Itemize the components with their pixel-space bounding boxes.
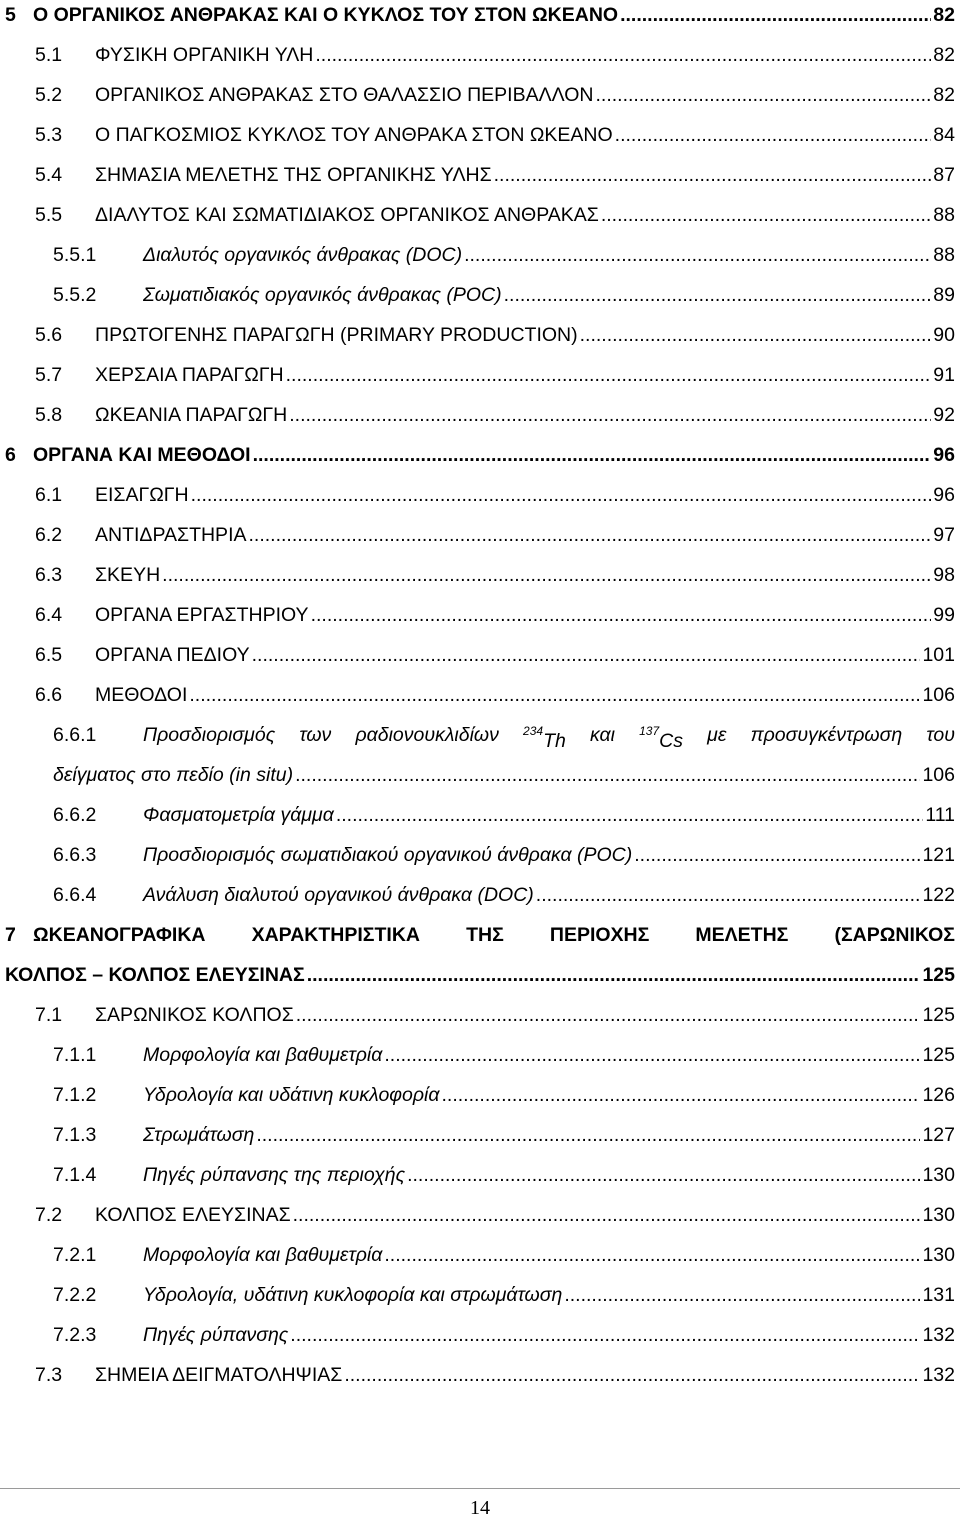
toc-entry[interactable] (0, 203, 960, 243)
toc-entry-title: ΧΕΡΣΑΙΑ ΠΑΡΑΓΩΓΗ (95, 364, 284, 386)
toc-entry-page: 125 (922, 964, 955, 986)
toc-entry-page: 88 (933, 244, 955, 266)
toc-entry[interactable] (0, 1043, 960, 1083)
toc-entry-title-line1 (33, 923, 955, 947)
isotope-symbol: Th (543, 729, 566, 752)
toc-entry[interactable] (0, 603, 960, 643)
dot-leader (384, 1243, 920, 1267)
toc-entry-number: 6.5 (35, 644, 63, 666)
toc-entry-number: 5.5.2 (53, 284, 97, 306)
dot-leader (504, 283, 932, 307)
toc-entry-number: 6.6.3 (53, 844, 97, 866)
toc-entry-title: Πηγές ρύπανσης (143, 1324, 289, 1346)
toc-entry-number: 5.1 (35, 44, 63, 66)
toc-entry-number: 7.1.1 (53, 1044, 97, 1066)
toc-entry[interactable] (0, 1283, 960, 1323)
toc-entry-page: 82 (933, 44, 955, 66)
toc-entry-title: ΩΚΕΑΝΙΑ ΠΑΡΑΓΩΓΗ (95, 404, 288, 426)
footer-divider (0, 1488, 960, 1489)
toc-entry-page: 125 (922, 1004, 955, 1026)
toc-entry-page: 101 (922, 644, 955, 666)
toc-entry-title: Ανάλυση διαλυτού οργανικού άνθρακα (DOC) (143, 884, 534, 906)
toc-entry[interactable] (0, 323, 960, 363)
toc-entry-page: 84 (933, 124, 955, 146)
dot-leader (191, 483, 932, 507)
toc-entry-page: 90 (933, 324, 955, 346)
toc-entry-number: 5.4 (35, 164, 63, 186)
toc-title-word: ΩΚΕΑΝΟΓΡΑΦΙΚΑ (33, 924, 206, 946)
toc-entry-number: 5.5.1 (53, 244, 97, 266)
toc-entry-title-line1 (143, 723, 955, 753)
toc-entry[interactable] (0, 363, 960, 403)
toc-entry-page: 106 (922, 684, 955, 706)
toc-entry-number: 5.3 (35, 124, 63, 146)
toc-title-word: ΤΗΣ (466, 924, 504, 946)
dot-leader (286, 363, 932, 387)
toc-entry-number: 7.2 (35, 1204, 63, 1226)
dot-leader (344, 1363, 920, 1387)
toc-entry-number: 6.6 (35, 684, 63, 706)
dot-leader (336, 803, 924, 827)
toc-title-word: (ΣΑΡΩΝΙΚΟΣ (834, 924, 955, 946)
toc-entry-title: ΟΡΓΑΝΑ ΠΕΔΙΟΥ (95, 644, 250, 666)
toc-entry-title: Ο ΟΡΓΑΝΙΚΟΣ ΑΝΘΡΑΚΑΣ ΚΑΙ Ο ΚΥΚΛΟΣ ΤΟΥ ΣΤΟΝ ΩΚΕΑΝΟ (33, 4, 619, 26)
toc-entry-page: 132 (922, 1324, 955, 1346)
toc-entry-page: 96 (933, 444, 955, 466)
toc-title-word: με (707, 724, 727, 746)
toc-entry-page: 91 (933, 364, 955, 386)
dot-leader (289, 403, 931, 427)
dot-leader (580, 323, 932, 347)
toc-title-word: και (589, 724, 615, 746)
dot-leader (564, 1283, 920, 1307)
toc-entry-title: Σωματιδιακός οργανικός άνθρακας (POC) (143, 284, 502, 306)
toc-entry-number: 7.3 (35, 1364, 63, 1386)
toc-entry-title: ΑΝΤΙΔΡΑΣΤΗΡΙΑ (95, 524, 247, 546)
toc-entry-number: 5.6 (35, 324, 63, 346)
toc-entry[interactable] (0, 243, 960, 283)
toc-entry-page: 121 (922, 844, 955, 866)
toc-entry-title: ΜΕΘΟΔΟΙ (95, 684, 188, 706)
toc-entry-number: 7.2.2 (53, 1284, 97, 1306)
toc-entry[interactable] (0, 1203, 960, 1243)
dot-leader (290, 1323, 920, 1347)
dot-leader (253, 443, 932, 467)
toc-entry-title: Υδρολογία και υδάτινη κυκλοφορία (143, 1084, 440, 1106)
toc-entry-title: ΠΡΩΤΟΓΕΝΗΣ ΠΑΡΑΓΩΓΗ (PRIMARY PRODUCTION) (95, 324, 578, 346)
toc-entry[interactable] (0, 1123, 960, 1163)
toc-entry-number: 5.7 (35, 364, 63, 386)
toc-entry-title: ΦΥΣΙΚΗ ΟΡΓΑΝΙΚΗ ΥΛΗ (95, 44, 314, 66)
toc-entry[interactable] (0, 3, 960, 43)
toc-entry[interactable] (0, 43, 960, 83)
toc-entry-number: 7.1.3 (53, 1124, 97, 1146)
toc-entry-number: 6.1 (35, 484, 63, 506)
toc-entry[interactable] (0, 1363, 960, 1403)
toc-entry[interactable] (0, 83, 960, 123)
dot-leader (315, 43, 931, 67)
toc-entry[interactable] (0, 163, 960, 203)
toc-entry-page: 130 (922, 1204, 955, 1226)
toc-entry-title: ΚΟΛΠΟΣ ΕΛΕΥΣΙΝΑΣ (95, 1204, 291, 1226)
dot-leader (252, 643, 921, 667)
toc-entry[interactable] (0, 683, 960, 723)
dot-leader (189, 683, 920, 707)
dot-leader (293, 1203, 921, 1227)
toc-entry-title: Υδρολογία, υδάτινη κυκλοφορία και στρωμάτωση (143, 1284, 563, 1306)
isotope-mass-number: 234 (523, 724, 544, 738)
toc-title-word (523, 723, 566, 753)
toc-entry-page: 88 (933, 204, 955, 226)
toc-entry[interactable] (0, 283, 960, 323)
toc-entry-title: ΟΡΓΑΝΑ ΚΑΙ ΜΕΘΟΔΟΙ (33, 444, 251, 466)
toc-entry-number: 6.2 (35, 524, 63, 546)
toc-entry-number: 6 (5, 444, 16, 466)
toc-entry[interactable] (0, 443, 960, 483)
toc-entry[interactable] (0, 643, 960, 683)
toc-entry-page: 130 (922, 1164, 955, 1186)
dot-leader (307, 963, 921, 987)
toc-entry-title: ΟΡΓΑΝΑ ΕΡΓΑΣΤΗΡΙΟΥ (95, 604, 309, 626)
toc-entry-page: 127 (922, 1124, 955, 1146)
toc-entry-title: Φασματομετρία γάμμα (143, 804, 334, 826)
toc-title-word: Προσδιορισμός (143, 724, 276, 746)
toc-entry-title: Ο ΠΑΓΚΟΣΜΙΟΣ ΚΥΚΛΟΣ ΤΟΥ ΑΝΘΡΑΚΑ ΣΤΟΝ ΩΚΕΑΝΟ (95, 124, 613, 146)
toc-entry[interactable] (0, 803, 960, 843)
toc-entry-title: Στρωμάτωση (143, 1124, 255, 1146)
toc-entry[interactable] (0, 1083, 960, 1123)
toc-entry-page: 89 (933, 284, 955, 306)
toc-entry-page: 82 (933, 4, 955, 26)
toc-entry-number: 5.2 (35, 84, 63, 106)
toc-entry-title: Μορφολογία και βαθυμετρία (143, 1044, 383, 1066)
dot-leader (407, 1163, 920, 1187)
toc-entry-title: ΕΙΣΑΓΩΓΗ (95, 484, 189, 506)
toc-entry-title: ΚΟΛΠΟΣ – ΚΟΛΠΟΣ ΕΛΕΥΣΙΝΑΣ (5, 964, 305, 986)
toc-entry-title: Διαλυτός οργανικός άνθρακας (DOC) (143, 244, 463, 266)
toc-entry[interactable] (0, 1003, 960, 1043)
toc-entry-number: 5 (5, 4, 16, 26)
toc-entry[interactable] (0, 923, 960, 986)
toc-entry-page: 131 (922, 1284, 955, 1306)
toc-entry-number: 6.6.4 (53, 884, 97, 906)
toc-entry-number: 7.1.2 (53, 1084, 97, 1106)
toc-entry[interactable] (0, 403, 960, 443)
dot-leader (464, 243, 931, 267)
toc-entry-page: 106 (922, 764, 955, 786)
toc-entry[interactable] (0, 843, 960, 883)
toc-entry-title: ΟΡΓΑΝΙΚΟΣ ΑΝΘΡΑΚΑΣ ΣΤΟ ΘΑΛΑΣΣΙΟ ΠΕΡΙΒΑΛΛΟΝ (95, 84, 594, 106)
toc-title-word: ραδιονουκλιδίων (355, 724, 499, 746)
toc-entry-page: 82 (933, 84, 955, 106)
toc-entry[interactable] (0, 123, 960, 163)
dot-leader (441, 1083, 920, 1107)
toc-entry-page: 96 (933, 484, 955, 506)
toc-entry-page: 132 (922, 1364, 955, 1386)
dot-leader (494, 163, 932, 187)
toc-entry-title: Μορφολογία και βαθυμετρία (143, 1244, 383, 1266)
toc-entry-title: ΔΙΑΛΥΤΟΣ ΚΑΙ ΣΩΜΑΤΙΔΙΑΚΟΣ ΟΡΓΑΝΙΚΟΣ ΑΝΘΡΑΚΑΣ (95, 204, 599, 226)
toc-entry-number: 7.2.1 (53, 1244, 97, 1266)
toc-entry-title: ΣΗΜΕΙΑ ΔΕΙΓΜΑΤΟΛΗΨΙΑΣ (95, 1364, 343, 1386)
toc-entry-page: 99 (933, 604, 955, 626)
dot-leader (620, 3, 931, 27)
toc-entry-title: ΣΑΡΩΝΙΚΟΣ ΚΟΛΠΟΣ (95, 1004, 294, 1026)
toc-entry-title: ΣΗΜΑΣΙΑ ΜΕΛΕΤΗΣ ΤΗΣ ΟΡΓΑΝΙΚΗΣ ΥΛΗΣ (95, 164, 492, 186)
dot-leader (256, 1123, 920, 1147)
toc-entry-page: 126 (922, 1084, 955, 1106)
toc-entry-number: 5.8 (35, 404, 63, 426)
toc-entry-number: 7.2.3 (53, 1324, 97, 1346)
toc-entry-page: 122 (922, 884, 955, 906)
toc-title-word: ΧΑΡΑΚΤΗΡΙΣΤΙΚΑ (251, 924, 420, 946)
dot-leader (311, 603, 932, 627)
toc-entry-number: 7.1 (35, 1004, 63, 1026)
dot-leader (162, 563, 931, 587)
toc-title-word: ΜΕΛΕΤΗΣ (695, 924, 789, 946)
dot-leader (384, 1043, 920, 1067)
toc-entry-page: 130 (922, 1244, 955, 1266)
toc-entry[interactable] (0, 1323, 960, 1363)
dot-leader (295, 763, 920, 787)
toc-entry-number: 7.1.4 (53, 1164, 97, 1186)
toc-entry[interactable] (0, 483, 960, 523)
toc-entry[interactable] (0, 883, 960, 923)
toc-entry-number: 6.6.1 (53, 724, 97, 746)
dot-leader (601, 203, 931, 227)
toc-entry-title: Πηγές ρύπανσης της περιοχής (143, 1164, 406, 1186)
toc-entry-page: 111 (925, 804, 955, 826)
toc-entry[interactable] (0, 563, 960, 603)
toc-entry-title: Προσδιορισμός σωματιδιακού οργανικού άνθρακα (POC) (143, 844, 633, 866)
toc-entry[interactable] (0, 1243, 960, 1283)
toc-entry-number: 5.5 (35, 204, 63, 226)
toc-entry-number: 6.4 (35, 604, 63, 626)
toc-entry-title: δείγματος στο πεδίο (in situ) (53, 764, 294, 786)
toc-title-word: προσυγκέντρωση (750, 724, 903, 746)
page-number: 14 (470, 1497, 490, 1519)
toc-entry-page: 87 (933, 164, 955, 186)
dot-leader (296, 1003, 921, 1027)
dot-leader (634, 843, 920, 867)
toc-entry-page: 98 (933, 564, 955, 586)
toc-entry-number: 6.6.2 (53, 804, 97, 826)
toc-entry-number: 7 (5, 924, 16, 946)
toc-entry-page: 92 (933, 404, 955, 426)
dot-leader (596, 83, 932, 107)
toc-entry[interactable] (0, 1163, 960, 1203)
isotope-mass-number: 137 (639, 724, 660, 738)
toc-entry[interactable] (0, 523, 960, 563)
toc-entry[interactable] (0, 723, 960, 786)
dot-leader (536, 883, 921, 907)
isotope-symbol: Cs (659, 729, 683, 752)
toc-title-word: των (299, 724, 332, 746)
toc-title-word: ΠΕΡΙΟΧΗΣ (549, 924, 650, 946)
toc-entry-page: 125 (922, 1044, 955, 1066)
toc-entry-number: 6.3 (35, 564, 63, 586)
toc-title-word: του (926, 724, 955, 746)
dot-leader (615, 123, 932, 147)
toc-entry-title: ΣΚΕΥΗ (95, 564, 161, 586)
toc-title-word (639, 723, 683, 753)
dot-leader (249, 523, 932, 547)
toc-entry-page: 97 (933, 524, 955, 546)
